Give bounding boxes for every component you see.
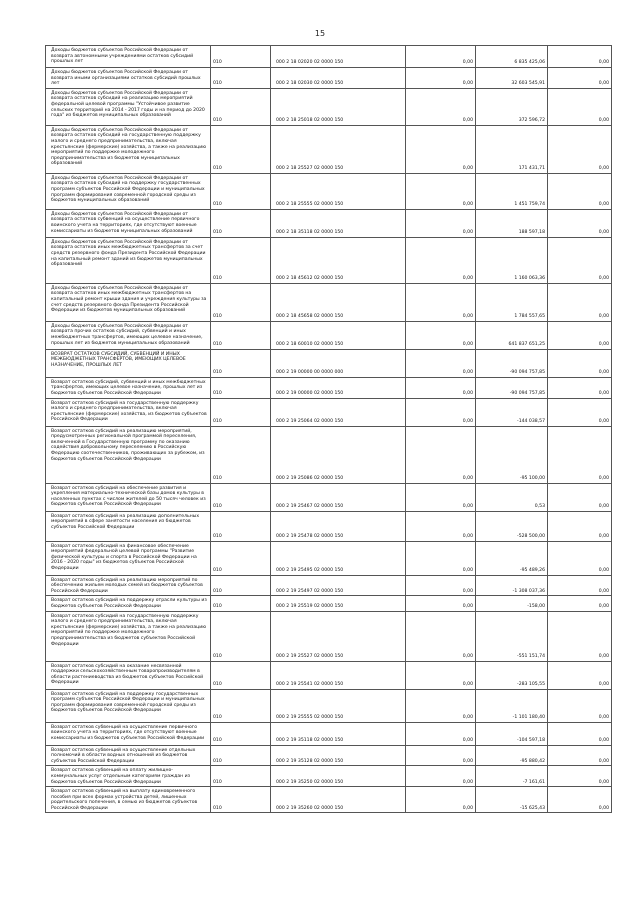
unexecuted-amount-cell: 0,00 [548,68,612,89]
table-row [46,426,612,483]
executed-amount-cell: -1 101 180,40 [476,689,548,722]
income-name-cell: Возврат остатков субсидий на государственную поддержку малого и среднего предпринимательства, включая крестьянские (фермерские) хозяйства, из бюджетов субъектов Российской Федерации [46,398,211,426]
table-row [46,541,612,575]
approved-amount-cell: 0,00 [406,596,476,611]
table-row [46,575,612,596]
income-name-cell: Доходы бюджетов субъектов Российской Федерации от возврата автономными учреждениями остатков субсидий прошлых лет [46,46,211,68]
unexecuted-amount-cell: 0,00 [548,689,612,722]
table-row [46,787,612,813]
executed-amount-cell: 641 837 651,25 [476,321,548,349]
unexecuted-amount-cell: 0,00 [548,483,612,511]
income-name-cell: Доходы бюджетов субъектов Российской Федерации от возврата остатков субвенций на осуществление первичного воинского учета на территориях, где отсутствуют военные комиссариаты из бюджетов муниципальных образований [46,209,211,237]
approved-amount-cell: 0,00 [406,689,476,722]
unexecuted-amount-cell: 0,00 [548,426,612,483]
budget-class-code-cell: 000 2 18 02020 02 0000 150 [271,46,406,68]
budget-class-code-cell: 000 2 18 35118 02 0000 150 [271,209,406,237]
income-name-cell: Доходы бюджетов субъектов Российской Федерации от возврата иными организациями остатков субсидий прошлых лет [46,68,211,89]
approved-amount-cell: 0,00 [406,611,476,661]
income-name-cell: Возврат остатков субвенций на осуществление первичного воинского учета на территориях, где отсутствуют военные комиссариаты из бюджетов субъектов Российской Федерации [46,722,211,745]
budget-class-code-cell: 000 2 19 25467 02 0000 150 [271,483,406,511]
budget-class-code-cell: 000 2 19 35250 02 0000 150 [271,766,406,787]
income-name-cell: Доходы бюджетов субъектов Российской Федерации от возврата остатков субсидий на реализацию мероприятий федеральной целевой программы "Устойчивое развитие сельских территорий на 2014 - 2017 годы и на период до 2020 года" из бюджетов муниципальных образований [46,88,211,125]
approved-amount-cell: 0,00 [406,483,476,511]
line-code-cell: 010 [211,377,271,398]
line-code-cell: 010 [211,173,271,209]
unexecuted-amount-cell: 0,00 [548,349,612,377]
income-name-cell: Возврат остатков субсидий, субвенций и иных межбюджетных трансфертов, имеющих целевое назначение, прошлых лет из бюджетов субъектов Российской Федерации [46,377,211,398]
approved-amount-cell: 0,00 [406,283,476,321]
unexecuted-amount-cell: 0,00 [548,596,612,611]
budget-class-code-cell: 000 2 19 35128 02 0000 150 [271,745,406,766]
income-name-cell: Доходы бюджетов субъектов Российской Федерации от возврата прочих остатков субсидий, субвенций и иных межбюджетных трансфертов, имеющих целевое назначение, прошлых лет из бюджетов муниципальных образований [46,321,211,349]
budget-report-table [45,45,612,813]
executed-amount-cell: 1 784 557,65 [476,283,548,321]
approved-amount-cell: 0,00 [406,68,476,89]
income-name-cell: Возврат остатков субсидий на обеспечение развития и укрепления материально-технической базы домов культуры в населенных пунктах с числом жителей до 50 тысяч человек из бюджетов субъектов Российской Федерации [46,483,211,511]
income-name-cell: Возврат остатков субвенций на оплату жилищно-коммунальных услуг отдельным категориям граждан из бюджетов субъектов Российской Федерации [46,766,211,787]
budget-class-code-cell: 000 2 19 25527 02 0000 150 [271,611,406,661]
table-row [46,125,612,173]
line-code-cell: 010 [211,321,271,349]
approved-amount-cell: 0,00 [406,722,476,745]
line-code-cell: 010 [211,68,271,89]
line-code-cell: 010 [211,283,271,321]
income-name-cell: Возврат остатков субсидий на поддержку государственных программ субъектов Российской Федерации и муниципальных программ формирования современной городской среды из бюджетов субъектов Российской Федерации [46,689,211,722]
executed-amount-cell: -90 094 757,85 [476,377,548,398]
approved-amount-cell: 0,00 [406,511,476,541]
table-row [46,209,612,237]
executed-amount-cell: -95 489,26 [476,541,548,575]
executed-amount-cell: -90 094 757,85 [476,349,548,377]
table-row [46,283,612,321]
approved-amount-cell: 0,00 [406,398,476,426]
unexecuted-amount-cell: 0,00 [548,209,612,237]
approved-amount-cell: 0,00 [406,541,476,575]
table-row [46,722,612,745]
table-row [46,88,612,125]
budget-class-code-cell: 000 2 19 25555 02 0000 150 [271,689,406,722]
line-code-cell: 010 [211,541,271,575]
income-name-cell: Доходы бюджетов субъектов Российской Федерации от возврата остатков субсидий на государственную поддержку малого и среднего предпринимательства, включая крестьянские (фермерские) хозяйства, а также на реализацию мероприятий по поддержке молодежного предпринимательства из бюджетов муниципальных образований [46,125,211,173]
executed-amount-cell: -104 597,18 [476,722,548,745]
page-number: 15 [314,29,326,38]
budget-class-code-cell: 000 2 18 45658 02 0000 150 [271,283,406,321]
line-code-cell: 010 [211,745,271,766]
line-code-cell: 010 [211,787,271,813]
executed-amount-cell: -144 038,57 [476,398,548,426]
executed-amount-cell: -283 105,55 [476,661,548,689]
executed-amount-cell: -551 151,74 [476,611,548,661]
income-name-cell: Доходы бюджетов субъектов Российской Федерации от возврата остатков иных межбюджетных трансфертов на капитальный ремонт крыши здания и учреждения культуры за счет средств резервного фонда Президента Российской Федерации из бюджетов муниципальных образований [46,283,211,321]
unexecuted-amount-cell: 0,00 [548,173,612,209]
approved-amount-cell: 0,00 [406,745,476,766]
approved-amount-cell: 0,00 [406,321,476,349]
budget-class-code-cell: 000 2 19 25519 02 0000 150 [271,596,406,611]
line-code-cell: 010 [211,349,271,377]
budget-class-code-cell: 000 2 19 00000 02 0000 150 [271,377,406,398]
executed-amount-cell: -7 161,61 [476,766,548,787]
unexecuted-amount-cell: 0,00 [548,661,612,689]
unexecuted-amount-cell: 0,00 [548,46,612,68]
unexecuted-amount-cell: 0,00 [548,398,612,426]
income-name-cell: Возврат остатков субсидий на государственную поддержку малого и среднего предпринимательства, включая крестьянские (фермерские) хозяйства, а также на реализацию мероприятий по поддержке молодежного предпринимательства из бюджетов субъектов Российской Федерации [46,611,211,661]
table-row [46,511,612,541]
line-code-cell: 010 [211,575,271,596]
income-name-cell: Возврат остатков субсидий на реализацию мероприятий, предусмотренных региональной программой переселения, включенной в Государственную программу по оказанию содействия добровольному переселению в Российскую Федерацию соотечественников, проживающих за рубежом, из бюджетов субъектов Российской Федерации [46,426,211,483]
line-code-cell: 010 [211,88,271,125]
table-row [46,321,612,349]
budget-class-code-cell: 000 2 19 35118 02 0000 150 [271,722,406,745]
approved-amount-cell: 0,00 [406,426,476,483]
table-row [46,349,612,377]
executed-amount-cell: 6 835 425,06 [476,46,548,68]
table-row [46,46,612,68]
income-name-cell: ВОЗВРАТ ОСТАТКОВ СУБСИДИЙ, СУБВЕНЦИЙ И ИНЫХ МЕЖБЮДЖЕТНЫХ ТРАНСФЕРТОВ, ИМЕЮЩИХ ЦЕЛЕВОЕ НАЗНАЧЕНИЕ, ПРОШЛЫХ ЛЕТ [46,349,211,377]
unexecuted-amount-cell: 0,00 [548,722,612,745]
unexecuted-amount-cell: 0,00 [548,377,612,398]
executed-amount-cell: -1 308 037,36 [476,575,548,596]
unexecuted-amount-cell: 0,00 [548,321,612,349]
line-code-cell: 010 [211,209,271,237]
budget-class-code-cell: 000 2 18 25527 02 0000 150 [271,125,406,173]
income-name-cell: Возврат остатков субсидий на оказание несвязанной поддержки сельскохозяйственным товаропроизводителям в области растениеводства из бюджетов субъектов Российской Федерации [46,661,211,689]
line-code-cell: 010 [211,661,271,689]
line-code-cell: 010 [211,237,271,283]
table-row [46,745,612,766]
income-name-cell: Возврат остатков субсидий на реализацию дополнительных мероприятий в сфере занятости населения из бюджетов субъектов Российской Федерации [46,511,211,541]
approved-amount-cell: 0,00 [406,237,476,283]
table-row [46,661,612,689]
budget-class-code-cell: 000 2 19 25478 02 0000 150 [271,511,406,541]
budget-class-code-cell: 000 2 19 25541 02 0000 150 [271,661,406,689]
executed-amount-cell: 372 596,72 [476,88,548,125]
unexecuted-amount-cell: 0,00 [548,125,612,173]
budget-class-code-cell: 000 2 18 45612 02 0000 150 [271,237,406,283]
table-row [46,689,612,722]
table-body [46,46,612,813]
table-row [46,766,612,787]
approved-amount-cell: 0,00 [406,349,476,377]
table-row [46,68,612,89]
unexecuted-amount-cell: 0,00 [548,283,612,321]
unexecuted-amount-cell: 0,00 [548,575,612,596]
income-name-cell: Возврат остатков субвенций на выплату единовременного пособия при всех формах устройства детей, лишенных родительского попечения, в семью из бюджетов субъектов Российской Федерации [46,787,211,813]
unexecuted-amount-cell: 0,00 [548,541,612,575]
approved-amount-cell: 0,00 [406,377,476,398]
table-row [46,483,612,511]
line-code-cell: 010 [211,398,271,426]
line-code-cell: 010 [211,426,271,483]
table-row [46,596,612,611]
approved-amount-cell: 0,00 [406,88,476,125]
budget-class-code-cell: 000 2 18 02030 02 0000 150 [271,68,406,89]
income-name-cell: Доходы бюджетов субъектов Российской Федерации от возврата остатков иных межбюджетных трансфертов за счет средств резервного фонда Президента Российской Федерации на капитальный ремонт зданий из бюджетов муниципальных образований [46,237,211,283]
budget-class-code-cell: 000 2 19 25495 02 0000 150 [271,541,406,575]
budget-class-code-cell: 000 2 18 60010 02 0000 150 [271,321,406,349]
unexecuted-amount-cell: 0,00 [548,88,612,125]
income-name-cell: Возврат остатков субсидий на реализацию мероприятий по обеспечению жильем молодых семей из бюджетов субъектов Российской Федерации [46,575,211,596]
executed-amount-cell: 1 160 063,36 [476,237,548,283]
approved-amount-cell: 0,00 [406,787,476,813]
line-code-cell: 010 [211,689,271,722]
budget-class-code-cell: 000 2 18 25555 02 0000 150 [271,173,406,209]
executed-amount-cell: -528 500,00 [476,511,548,541]
income-name-cell: Возврат остатков субвенций на осуществление отдельных полномочий в области водных отношений из бюджетов субъектов Российской Федерации [46,745,211,766]
budget-class-code-cell: 000 2 19 25086 02 0000 150 [271,426,406,483]
executed-amount-cell: -15 625,43 [476,787,548,813]
approved-amount-cell: 0,00 [406,125,476,173]
executed-amount-cell: -95 880,42 [476,745,548,766]
unexecuted-amount-cell: 0,00 [548,237,612,283]
unexecuted-amount-cell: 0,00 [548,787,612,813]
budget-class-code-cell: 000 2 19 25064 02 0000 150 [271,398,406,426]
unexecuted-amount-cell: 0,00 [548,611,612,661]
line-code-cell: 010 [211,766,271,787]
approved-amount-cell: 0,00 [406,661,476,689]
budget-class-code-cell: 000 2 18 25018 02 0000 150 [271,88,406,125]
executed-amount-cell: 188 597,18 [476,209,548,237]
line-code-cell: 010 [211,46,271,68]
approved-amount-cell: 0,00 [406,766,476,787]
income-name-cell: Возврат остатков субсидий на финансовое обеспечение мероприятий федеральной целевой программы "Развитие физической культуры и спорта в Российской Федерации на 2016 - 2020 годы" из бюджетов субъектов Российской Федерации [46,541,211,575]
line-code-cell: 010 [211,722,271,745]
executed-amount-cell: 0,53 [476,483,548,511]
table-row [46,237,612,283]
executed-amount-cell: 32 603 545,91 [476,68,548,89]
approved-amount-cell: 0,00 [406,209,476,237]
table-row [46,398,612,426]
executed-amount-cell: 1 451 759,74 [476,173,548,209]
line-code-cell: 010 [211,125,271,173]
line-code-cell: 010 [211,596,271,611]
table-row [46,173,612,209]
approved-amount-cell: 0,00 [406,46,476,68]
line-code-cell: 010 [211,483,271,511]
executed-amount-cell: -95 100,00 [476,426,548,483]
executed-amount-cell: 171 431,71 [476,125,548,173]
income-name-cell: Возврат остатков субсидий на поддержку отрасли культуры из бюджетов субъектов Российской Федерации [46,596,211,611]
executed-amount-cell: -158,00 [476,596,548,611]
approved-amount-cell: 0,00 [406,575,476,596]
budget-class-code-cell: 000 2 19 35260 02 0000 150 [271,787,406,813]
unexecuted-amount-cell: 0,00 [548,511,612,541]
table-row [46,377,612,398]
budget-class-code-cell: 000 2 19 25497 02 0000 150 [271,575,406,596]
unexecuted-amount-cell: 0,00 [548,745,612,766]
line-code-cell: 010 [211,511,271,541]
budget-class-code-cell: 000 2 19 00000 00 0000 000 [271,349,406,377]
income-name-cell: Доходы бюджетов субъектов Российской Федерации от возврата остатков субсидий на поддержку государственных программ субъектов Российской Федерации и муниципальных программ формирования современной городской среды из бюджетов муниципальных образований [46,173,211,209]
table-row [46,611,612,661]
approved-amount-cell: 0,00 [406,173,476,209]
unexecuted-amount-cell: 0,00 [548,766,612,787]
line-code-cell: 010 [211,611,271,661]
